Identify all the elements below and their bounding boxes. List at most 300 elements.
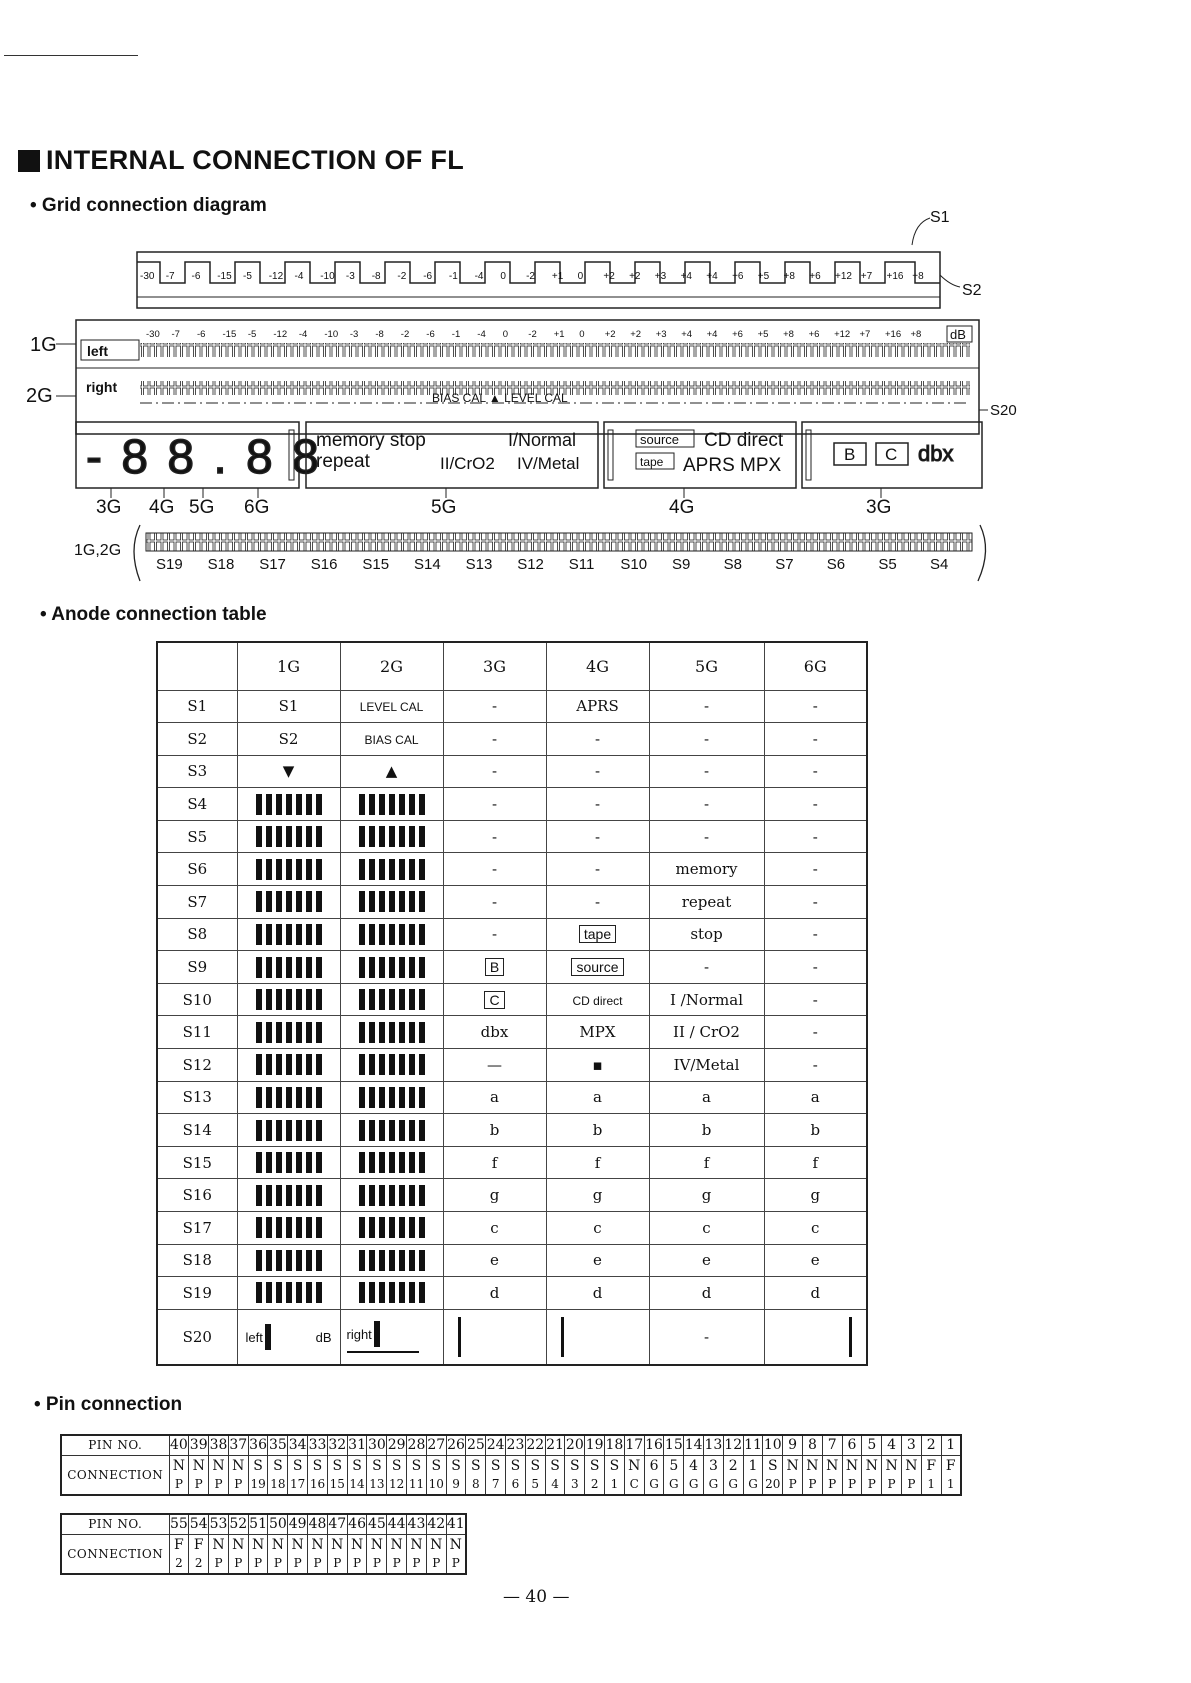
segment-labels — [156, 556, 948, 573]
anode-header-cell: 1G — [237, 642, 340, 690]
pin-number-cell: 34 — [288, 1435, 308, 1455]
anode-cell-text: f — [594, 1153, 601, 1172]
segment-bars-icon — [359, 1185, 425, 1206]
pin-connection-row — [61, 1455, 961, 1495]
anode-cell-g1 — [237, 983, 340, 1016]
anode-cell-g1 — [237, 1016, 340, 1049]
anode-cell-g3 — [443, 1277, 546, 1310]
anode-cell-g5 — [649, 1212, 764, 1245]
anode-cell-text: S4 — [187, 795, 208, 814]
pin-connection-cell — [347, 1534, 367, 1574]
anode-cell-s — [157, 788, 237, 821]
pin-connection-top: S — [391, 1457, 402, 1474]
pin-number-row — [61, 1435, 961, 1455]
under-label-4g-b: 4G — [669, 497, 695, 518]
pin-connection-top: S — [332, 1457, 343, 1474]
anode-cell-text: d — [701, 1283, 712, 1302]
anode-cell-g4 — [546, 1114, 649, 1147]
anode-cell-g4 — [546, 1179, 649, 1212]
s1-leader — [912, 218, 930, 245]
anode-cell-s — [157, 690, 237, 723]
pin-connection-cell — [308, 1534, 328, 1574]
scale-value: +5 — [757, 271, 770, 282]
pin-connection-top: F — [926, 1457, 937, 1474]
anode-cell-text: - — [703, 827, 710, 846]
pin-connection-bottom: 9 — [452, 1476, 460, 1491]
scale-value: +8 — [912, 271, 924, 282]
pin-connection-cell — [209, 1455, 229, 1495]
anode-cell-text: - — [594, 762, 601, 781]
anode-cell-g4 — [546, 886, 649, 919]
anode-header-cell: 6G — [764, 642, 867, 690]
pin-connection-top: S — [589, 1457, 600, 1474]
segment-bars-icon — [256, 1282, 322, 1303]
pin-connection-top: F — [174, 1536, 184, 1553]
pin-number-cell: 36 — [248, 1435, 268, 1455]
anode-cell-g2 — [340, 1212, 443, 1245]
scale-value: -10 — [320, 271, 335, 282]
anode-cell-g5 — [649, 1179, 764, 1212]
anode-cell-text: - — [594, 892, 601, 911]
pin-table-1 — [60, 1434, 962, 1496]
anode-cell-g5 — [649, 1081, 764, 1114]
meter-scale-value: -8 — [375, 329, 384, 340]
anode-cell-text: - — [491, 925, 498, 944]
anode-cell-g1 — [237, 690, 340, 723]
pin-number-cell: 13 — [704, 1435, 724, 1455]
anode-cell-g2 — [340, 886, 443, 919]
anode-cell-g4 — [546, 788, 649, 821]
anode-cell-text: g — [592, 1186, 603, 1205]
pin-connection-bottom: 14 — [349, 1476, 365, 1491]
anode-header-cell: 5G — [649, 642, 764, 690]
anode-cell-g2 — [340, 983, 443, 1016]
pin-connection-bottom: P — [847, 1476, 857, 1491]
scale-value: +3 — [654, 271, 667, 282]
anode-cell-text: a — [810, 1088, 820, 1107]
segment-label: S6 — [826, 556, 846, 573]
anode-cell-s — [157, 918, 237, 951]
header-rule — [4, 55, 138, 56]
cd-direct-text: CD direct — [704, 430, 784, 451]
anode-cell-text: g — [489, 1186, 500, 1205]
pin-connection-bottom: P — [808, 1476, 817, 1491]
pin-connection-cell — [901, 1455, 921, 1495]
anode-cell-g2 — [340, 1277, 443, 1310]
anode-header-cell — [157, 642, 237, 690]
anode-cell-s — [157, 951, 237, 984]
pin-connection-bottom: 1 — [927, 1476, 935, 1491]
pin-connection-cell — [466, 1455, 486, 1495]
segment-bars-icon — [359, 1120, 425, 1141]
anode-cell-s — [157, 1277, 237, 1310]
title-square-icon — [18, 150, 40, 172]
anode-cell-text: BIAS CAL — [364, 732, 419, 747]
anode-row — [157, 1114, 867, 1147]
pin-number-cell: 9 — [783, 1435, 803, 1455]
anode-cell-text: c — [811, 1218, 820, 1237]
anode-cell-text: - — [491, 729, 498, 748]
anode-cell-text: S2 — [278, 729, 299, 748]
anode-cell-g1 — [237, 1081, 340, 1114]
meter-scale-value: +16 — [885, 329, 902, 340]
pin-number-cell: 33 — [308, 1435, 328, 1455]
s20-label: S20 — [990, 402, 1017, 419]
anode-row — [157, 1244, 867, 1277]
anode-cell-text: APRS — [576, 697, 619, 716]
anode-cell-s — [157, 853, 237, 886]
anode-cell-s — [157, 723, 237, 756]
pin-connection-top: N — [410, 1536, 423, 1553]
anode-cell-g3 — [443, 1049, 546, 1082]
anode-cell-text: S19 — [182, 1283, 212, 1302]
pin-connection-bottom: 16 — [309, 1476, 326, 1491]
pin-connection-cell — [783, 1455, 803, 1495]
pin-connection-bottom: P — [412, 1555, 421, 1570]
scale-value: -8 — [371, 271, 381, 282]
pin-connection-bottom: 13 — [369, 1476, 385, 1491]
pin-no-label: PIN NO. — [61, 1435, 169, 1455]
segment-label: S9 — [672, 556, 691, 573]
anode-cell-text: - — [594, 729, 601, 748]
anode-cell-g6 — [764, 1179, 867, 1212]
anode-cell-g2 — [340, 951, 443, 984]
pin-number-cell: 29 — [387, 1435, 407, 1455]
meter-scale-value: -2 — [528, 329, 537, 340]
scale-value: -12 — [268, 271, 284, 282]
pin-number-cell: 1 — [941, 1435, 961, 1455]
pin-connection-top: S — [510, 1457, 521, 1474]
segment-bars-icon — [359, 859, 425, 880]
segment-bars-icon — [359, 1022, 425, 1043]
pin-connection-top: N — [806, 1457, 819, 1474]
anode-cell-g1 — [237, 1244, 340, 1277]
anode-cell-g2 — [340, 1179, 443, 1212]
pin-connection-bottom: P — [451, 1555, 460, 1570]
meter-scale-value: -4 — [298, 329, 308, 340]
s20-4g-bar — [561, 1317, 564, 1357]
anode-cell-g2 — [340, 723, 443, 756]
pin-number-cell: 11 — [743, 1435, 763, 1455]
anode-cell-text: S1 — [278, 697, 299, 716]
scale-value: +4 — [680, 271, 693, 282]
anode-cell-text: - — [812, 925, 818, 944]
pin-connection-top: N — [192, 1457, 205, 1474]
scale-value: +2 — [629, 271, 641, 282]
anode-cell-g3 — [443, 1244, 546, 1277]
anode-cell-g2 — [340, 1016, 443, 1049]
anode-cell-text: - — [491, 697, 498, 716]
pin-connection-top: S — [352, 1457, 362, 1474]
anode-cell-text: - — [703, 729, 710, 748]
scale-value: -1 — [448, 271, 458, 282]
anode-cell-g5 — [649, 723, 764, 756]
anode-cell-g3 — [443, 1146, 546, 1179]
anode-cell-g5 — [649, 983, 764, 1016]
pin-connection-top: N — [628, 1457, 641, 1474]
anode-cell-g5 — [649, 755, 764, 788]
b-text: B — [844, 445, 856, 464]
anode-cell-g2 — [340, 853, 443, 886]
anode-header-cell: 3G — [443, 642, 546, 690]
pin-connection-bottom: 1 — [946, 1476, 955, 1491]
anode-cell-g4 — [546, 983, 649, 1016]
pin-connection-cell — [565, 1455, 585, 1495]
pin-connection-cell — [367, 1534, 387, 1574]
meter-scale-value: -7 — [171, 329, 180, 340]
right-label: right — [86, 379, 118, 395]
pin-connection-top: N — [232, 1457, 245, 1474]
anode-cell-text: d — [592, 1283, 603, 1302]
pin-no-label: PIN NO. — [61, 1514, 169, 1534]
pin-number-cell: 40 — [169, 1435, 189, 1455]
segment-bars-icon — [256, 1054, 322, 1075]
pin-connection-bottom: 10 — [428, 1476, 444, 1491]
pin-connection-cell — [228, 1455, 248, 1495]
anode-cell-g6 — [764, 690, 867, 723]
grid-connection-diagram — [0, 205, 1191, 600]
segment-bars-icon — [359, 1054, 425, 1075]
anode-cell-text: S18 — [182, 1251, 212, 1270]
pin-connection-top: N — [172, 1457, 186, 1474]
pin-connection-bottom: 11 — [408, 1476, 425, 1491]
anode-row — [157, 1081, 867, 1114]
pin-connection-top: N — [390, 1536, 403, 1553]
segment-bars-icon — [359, 1250, 425, 1271]
pin-connection-cell — [407, 1455, 427, 1495]
anode-cell-s20-2g — [340, 1309, 443, 1365]
section-pin-heading — [34, 1394, 182, 1416]
scale-value: -15 — [217, 271, 232, 282]
anode-cell-text: - — [812, 1023, 818, 1042]
s20-right-bar — [374, 1321, 380, 1347]
anode-cell-g5 — [649, 886, 764, 919]
pin-number-cell: 49 — [288, 1514, 308, 1534]
pin-connection-top: N — [232, 1536, 245, 1553]
s20-left-text: left — [245, 1329, 263, 1345]
anode-cell-g6 — [764, 1277, 867, 1310]
anode-cell-g5 — [649, 1016, 764, 1049]
pin-connection-top: N — [251, 1536, 265, 1553]
pin-connection-cell — [723, 1455, 743, 1495]
scale-value: -6 — [423, 271, 433, 282]
anode-cell-g5 — [649, 1114, 764, 1147]
pin-connection-top: N — [212, 1536, 225, 1553]
aprs-mpx-text: APRS MPX — [683, 455, 782, 476]
segment-bars-icon — [256, 1250, 322, 1271]
pin-connection-bottom: P — [353, 1555, 362, 1570]
pin-number-cell: 55 — [169, 1514, 189, 1534]
pin-connection-top: N — [905, 1457, 918, 1474]
pin-connection-cell — [189, 1534, 209, 1574]
pin-connection-cell — [941, 1455, 961, 1495]
anode-cell-s — [157, 1016, 237, 1049]
anode-cell-text: d — [810, 1283, 821, 1302]
pin-connection-bottom: P — [392, 1555, 401, 1570]
pin-connection-bottom: 4 — [551, 1476, 559, 1491]
pin-number-cell: 15 — [664, 1435, 684, 1455]
anode-cell-text: - — [812, 990, 818, 1009]
pin-connection-bottom: G — [649, 1476, 659, 1491]
scale-value: +1 — [551, 271, 564, 282]
segment-label: S5 — [878, 556, 897, 573]
pin-connection-bottom: 12 — [389, 1476, 405, 1491]
g12-label: 1G,2G — [74, 542, 122, 559]
pin-connection-cell — [605, 1455, 625, 1495]
pin-connection-cell — [446, 1455, 466, 1495]
anode-cell-g3 — [443, 723, 546, 756]
pin-connection-bottom: P — [788, 1476, 797, 1491]
anode-cell-g5 — [649, 1049, 764, 1082]
metal-text: IV/Metal — [517, 454, 580, 473]
anode-cell-g3 — [443, 853, 546, 886]
section-anode-heading — [40, 604, 267, 626]
pin-number-cell: 16 — [644, 1435, 664, 1455]
meter-cells-left — [140, 343, 970, 357]
segment-bars-icon — [359, 1152, 425, 1173]
anode-cell-text: b — [810, 1121, 821, 1140]
anode-cell-text: d — [489, 1283, 500, 1302]
anode-cell-text: - — [703, 762, 710, 781]
pin-connection-cell — [268, 1455, 288, 1495]
segment-bars-icon — [256, 924, 322, 945]
anode-row — [157, 723, 867, 756]
pin-connection-top: S — [292, 1457, 303, 1474]
pin-connection-cell — [684, 1455, 704, 1495]
pin-connection-cell — [624, 1455, 644, 1495]
segment-strip — [74, 525, 986, 581]
meter-scale-value: +8 — [783, 329, 794, 340]
anode-cell-text: e — [490, 1251, 499, 1270]
anode-cell-g6 — [764, 788, 867, 821]
meter-scale-value: +1 — [553, 329, 565, 340]
anode-cell-text: - — [812, 860, 818, 879]
meter-scale-value: -1 — [451, 329, 461, 340]
scale-value: +7 — [860, 271, 873, 282]
meter-scale-value: -15 — [222, 329, 237, 340]
segment-label: S11 — [568, 556, 595, 573]
anode-cell-text: B — [485, 958, 504, 976]
pin-number-cell: 45 — [367, 1514, 387, 1534]
anode-cell-g4 — [546, 1277, 649, 1310]
anode-cell-g2 — [340, 1081, 443, 1114]
anode-cell-g3 — [443, 788, 546, 821]
scale-strip — [137, 209, 982, 308]
segment-bars-icon — [256, 794, 322, 815]
anode-cell-text: S17 — [182, 1218, 212, 1237]
s20-right-underline — [347, 1351, 419, 1353]
segment-label: S10 — [620, 556, 648, 573]
pin-number-cell: 53 — [209, 1514, 229, 1534]
anode-cell-g2 — [340, 918, 443, 951]
pin-connection-cell — [585, 1455, 605, 1495]
pin-connection-cell — [882, 1455, 902, 1495]
scale-value: -7 — [165, 271, 175, 282]
anode-cell-text: - — [703, 697, 710, 716]
anode-cell-text: source — [571, 958, 623, 976]
pin-connection-top: S — [431, 1457, 442, 1474]
anode-cell-g4 — [546, 1016, 649, 1049]
section-pin-text: • Pin connection — [34, 1394, 183, 1415]
anode-cell-text: - — [812, 729, 818, 748]
db-label: dB — [950, 327, 966, 342]
pin-connection-bottom: G — [708, 1476, 719, 1491]
pin-connection-cell — [308, 1455, 328, 1495]
left-bracket — [134, 525, 140, 581]
anode-cell-text: - — [703, 795, 710, 814]
anode-cell-g1 — [237, 755, 340, 788]
pin-connection-cell — [387, 1534, 407, 1574]
anode-cell-g6 — [764, 755, 867, 788]
segment-bars-icon — [256, 891, 322, 912]
pin-connection-bottom: P — [313, 1555, 322, 1570]
anode-header-cell: 2G — [340, 642, 443, 690]
pin-connection-cell — [347, 1455, 367, 1495]
pin-connection-bottom: G — [748, 1476, 758, 1491]
segment-bars-icon — [256, 826, 322, 847]
pin-connection-bottom: P — [214, 1555, 223, 1570]
pin-connection-bottom: P — [174, 1476, 183, 1491]
segment-bars-icon — [359, 1282, 425, 1303]
segment-bars-icon — [256, 1022, 322, 1043]
anode-cell-text: - — [812, 892, 818, 911]
pin-number-cell: 37 — [228, 1435, 248, 1455]
g1-label: 1G — [30, 334, 57, 356]
pin-connection-bottom: P — [828, 1476, 837, 1491]
pin-connection-top: N — [271, 1536, 284, 1553]
anode-cell-g3 — [443, 951, 546, 984]
anode-cell-g2 — [340, 755, 443, 788]
anode-cell-g1 — [237, 788, 340, 821]
anode-cell-s — [157, 1081, 237, 1114]
pin-connection-top: N — [826, 1457, 839, 1474]
segment-label: S7 — [775, 556, 794, 573]
anode-cell-text: S11 — [182, 1023, 212, 1042]
scale-value: -4 — [294, 271, 304, 282]
pin-connection-cell — [842, 1455, 862, 1495]
anode-cell-text: — — [487, 1055, 502, 1074]
pin-connection-bottom: 2 — [194, 1555, 203, 1570]
anode-cell-text: S10 — [182, 990, 212, 1009]
anode-cell-text: - — [594, 860, 601, 879]
pin-connection-top: S — [312, 1457, 323, 1474]
pin-connection-cell — [822, 1455, 842, 1495]
anode-cell-g1 — [237, 1277, 340, 1310]
pin-connection-top: N — [212, 1457, 225, 1474]
pin-number-cell: 25 — [466, 1435, 486, 1455]
pin-connection-top: S — [609, 1457, 620, 1474]
anode-row — [157, 1016, 867, 1049]
scale-value: +6 — [732, 271, 744, 282]
pin-connection-bottom: P — [234, 1476, 243, 1491]
pin-connection-cell — [506, 1455, 526, 1495]
anode-cell-text: S14 — [182, 1121, 212, 1140]
pin-connection-bottom: 15 — [329, 1476, 345, 1491]
anode-cell-text: - — [812, 1055, 818, 1074]
pin-connection-bottom: P — [372, 1555, 381, 1570]
anode-cell-text: dbx — [480, 1023, 509, 1042]
pin-connection-top: 1 — [748, 1457, 758, 1474]
anode-table — [156, 641, 868, 1366]
segment-bars-icon — [359, 957, 425, 978]
anode-cell-g4 — [546, 690, 649, 723]
pin-connection-top: 3 — [708, 1457, 718, 1474]
anode-cell-s — [157, 1049, 237, 1082]
anode-row — [157, 1277, 867, 1310]
c-text: C — [885, 445, 898, 464]
pin-connection-bottom: P — [293, 1555, 302, 1570]
pin-connection-top: N — [865, 1457, 878, 1474]
